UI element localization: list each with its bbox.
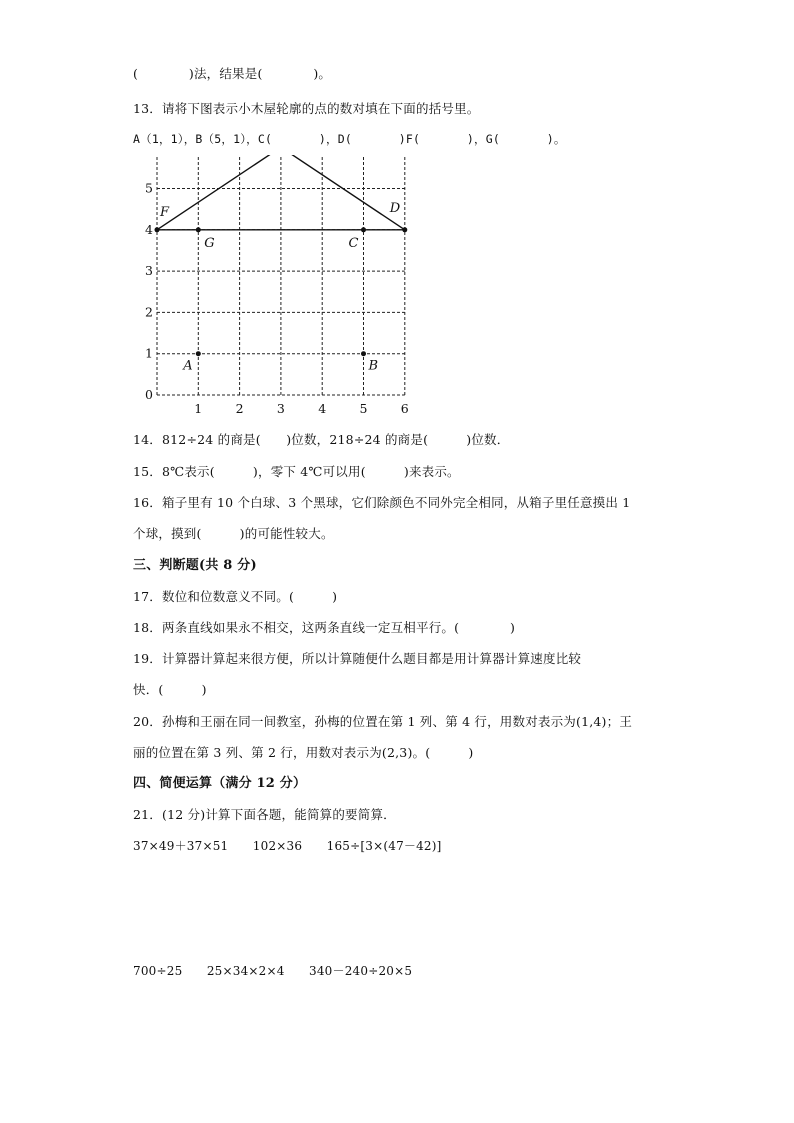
- roof-left: [157, 155, 281, 230]
- question-19-line1: 19．计算器计算起来很方便，所以计算随便什么题目都是用计算器计算速度比较: [133, 651, 582, 666]
- question-20-line1: 20．孙梅和王丽在同一间教室，孙梅的位置在第 1 列、第 4 行，用数对表示为(1,4)；王: [133, 714, 633, 729]
- y-tick-label: 5: [145, 180, 153, 196]
- question-16-line2: 个球，摸到( )的可能性较大。: [133, 526, 334, 541]
- question-18: 18．两条直线如果永不相交，这两条直线一定互相平行。( ): [133, 620, 516, 635]
- y-tick-label: 1: [145, 345, 153, 361]
- point-f: [155, 227, 160, 232]
- question-13-points: A（1，1），B（5，1），C( )，D( )F( )，G( )。: [133, 132, 566, 146]
- x-tick-label: 3: [276, 401, 285, 416]
- x-tick-label: 0: [145, 387, 153, 402]
- calc-row-1: 37×49＋37×51 102×36 165÷[3×(47－42)]: [133, 839, 442, 853]
- question-line-top: ( )法，结果是( )。: [133, 66, 332, 81]
- y-tick-label: 2: [145, 304, 153, 320]
- point-label-b: B: [368, 358, 379, 374]
- question-15: 15．8℃表示( )，零下 4℃可以用( )来表示。: [133, 464, 460, 479]
- point-b: [361, 351, 366, 356]
- point-label-g: G: [204, 235, 215, 251]
- point-d: [402, 227, 407, 232]
- section-4-heading: 四、简便运算（满分 12 分）: [133, 776, 307, 791]
- y-tick-label: 3: [145, 263, 153, 279]
- point-c: [361, 227, 366, 232]
- x-tick-label: 2: [235, 401, 244, 416]
- question-17: 17．数位和位数意义不同。( ): [133, 589, 338, 604]
- question-16-line1: 16．箱子里有 10 个白球、3 个黑球，它们除颜色不同外完全相同，从箱子里任意摸出 1: [133, 495, 631, 510]
- question-13: 13．请将下图表示小木屋轮廓的点的数对填在下面的括号里。: [133, 101, 480, 116]
- point-label-f: F: [160, 204, 170, 220]
- x-tick-label: 5: [359, 401, 368, 416]
- point-a: [196, 351, 201, 356]
- x-tick-label: 4: [318, 401, 327, 416]
- point-g: [196, 227, 201, 232]
- question-20-line2: 丽的位置在第 3 列、第 2 行，用数对表示为(2,3)。( ): [133, 745, 474, 760]
- y-tick-label: 4: [145, 221, 153, 237]
- section-3-heading: 三、判断题(共 8 分): [133, 558, 257, 573]
- point-label-c: C: [348, 235, 359, 251]
- question-19-line2: 快．( ): [133, 682, 207, 697]
- tick-labels: [145, 155, 409, 416]
- question-21: 21．(12 分)计算下面各题，能简算的要简算．: [133, 807, 396, 822]
- point-label-a: A: [183, 358, 193, 374]
- calc-row-2: 700÷25 25×34×2×4 340－240÷20×5: [133, 964, 413, 978]
- x-tick-label: 1: [194, 401, 203, 416]
- point-label-d: D: [389, 200, 401, 216]
- x-tick-label: 6: [400, 401, 409, 416]
- question-14: 14．812÷24 的商是( )位数，218÷24 的商是( )位数．: [133, 432, 510, 447]
- coordinate-grid: [140, 155, 420, 420]
- roof-right: [281, 155, 405, 230]
